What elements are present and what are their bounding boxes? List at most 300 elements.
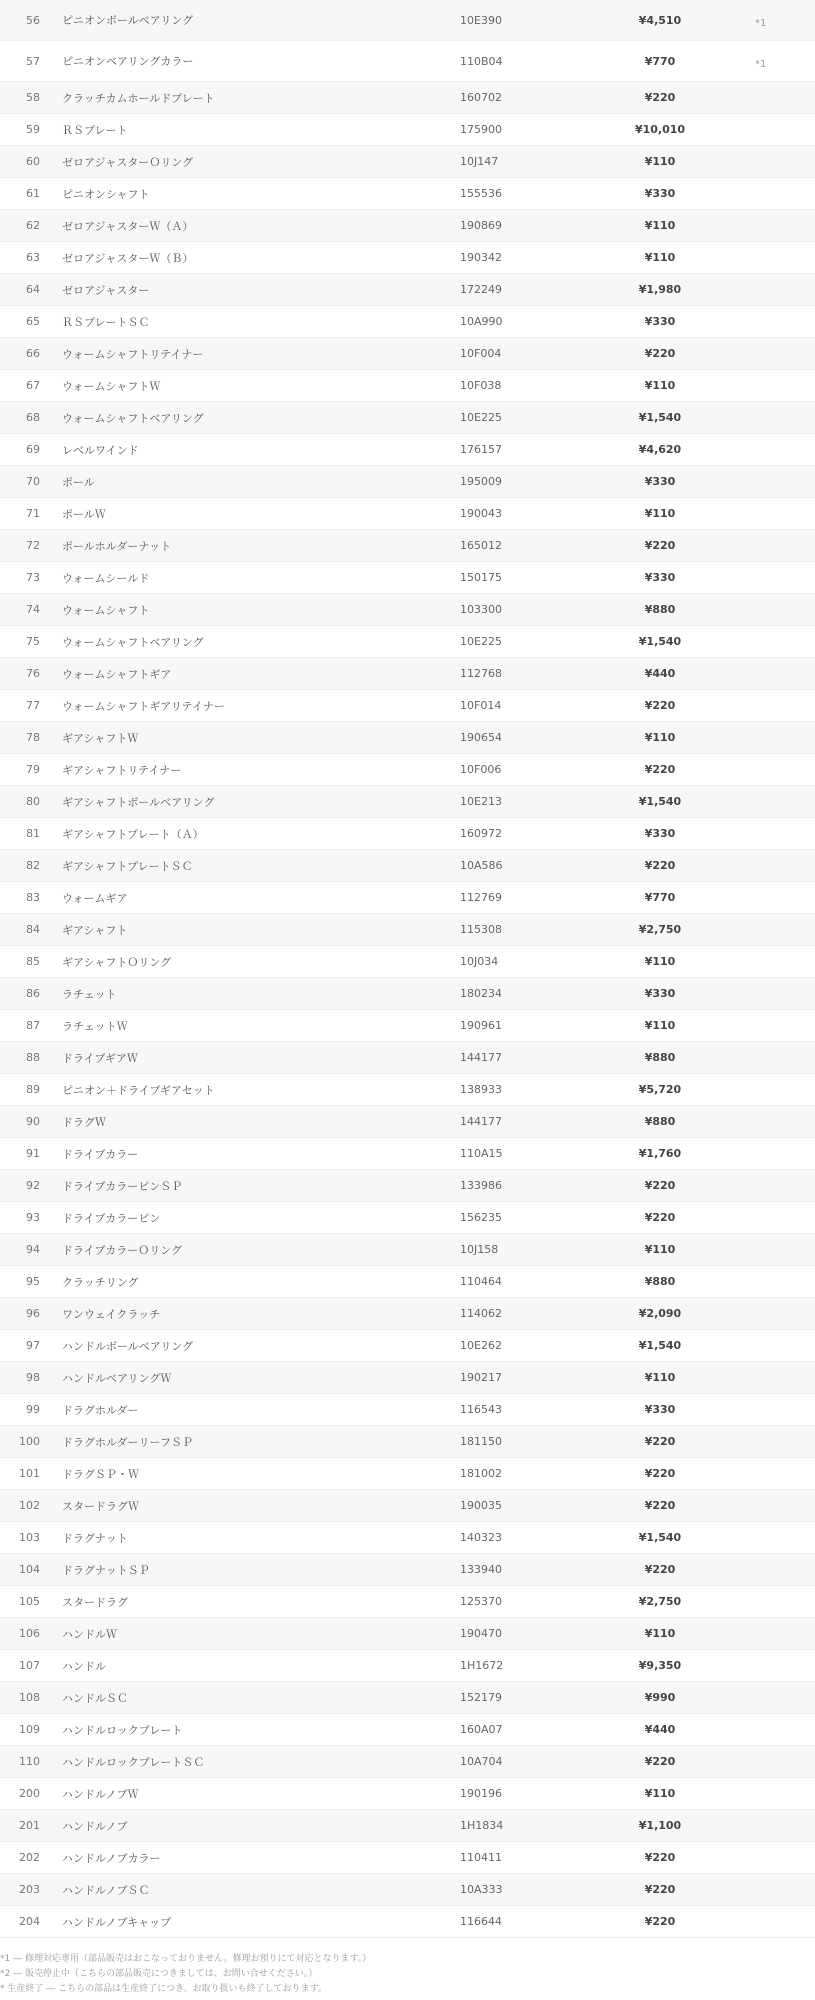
- part-code: 10E225: [460, 635, 502, 648]
- part-name: ピニオンボールベアリング: [62, 14, 194, 27]
- table-row: [0, 658, 815, 690]
- part-number: 86: [26, 987, 40, 1000]
- part-code: 10F038: [460, 379, 502, 392]
- part-code: 190217: [460, 1371, 502, 1384]
- table-row: [0, 1138, 815, 1170]
- part-number: 105: [19, 1595, 40, 1608]
- part-price: ¥330: [644, 1403, 676, 1416]
- table-row: [0, 722, 815, 754]
- part-name: ドライブカラーピンＳＰ: [62, 1179, 183, 1193]
- part-number: 68: [26, 411, 40, 424]
- table-row: [0, 1170, 815, 1202]
- footnote-1: *1 ― 修理対応専用（部品販売はおこなっておりません。修理お預りにて対応となります。）: [0, 1954, 372, 1964]
- part-number: 65: [26, 315, 40, 328]
- part-price: ¥220: [644, 859, 676, 872]
- part-price: ¥9,350: [638, 1659, 682, 1672]
- part-name: ドラグホルダー: [62, 1403, 139, 1417]
- table-row: [0, 1490, 815, 1522]
- part-number: 110: [19, 1755, 40, 1768]
- part-price: ¥880: [644, 1275, 676, 1288]
- table-row: [0, 786, 815, 818]
- part-number: 74: [26, 603, 40, 616]
- part-number: 59: [26, 123, 40, 136]
- footnote-2: *2 ― 販売停止中（こちらの部品販売につきましては、お問い合せください。）: [0, 1969, 318, 1979]
- part-number: 201: [19, 1819, 40, 1832]
- part-number: 102: [19, 1499, 40, 1512]
- part-price: ¥110: [644, 1627, 676, 1640]
- table-row: [0, 402, 815, 434]
- part-name: ドラグホルダーリーフＳＰ: [62, 1435, 194, 1449]
- part-name: ハンドルノブキャップ: [62, 1915, 172, 1929]
- table-row: [0, 178, 815, 210]
- part-price: ¥220: [644, 1915, 676, 1928]
- part-code: 155536: [460, 187, 502, 200]
- part-price: ¥1,540: [638, 411, 682, 424]
- table-row: [0, 818, 815, 850]
- part-name: ラチェットＷ: [62, 1019, 128, 1033]
- table-row: [0, 1010, 815, 1042]
- part-price: ¥220: [644, 1755, 676, 1768]
- part-price: ¥220: [644, 1499, 676, 1512]
- part-code: 190654: [460, 731, 502, 744]
- part-number: 98: [26, 1371, 40, 1384]
- part-code: 110A15: [460, 1147, 503, 1160]
- part-number: 71: [26, 507, 40, 520]
- part-number: 87: [26, 1019, 40, 1032]
- part-code: 10A586: [460, 859, 503, 872]
- part-code: 112769: [460, 891, 502, 904]
- part-name: ハンドルノブＷ: [62, 1787, 139, 1801]
- table-row: [0, 274, 815, 306]
- part-note: *1: [755, 17, 767, 29]
- table-row: [0, 1266, 815, 1298]
- part-price: ¥110: [644, 1371, 676, 1384]
- part-name: ウォームシャフトギア: [62, 667, 172, 681]
- part-name: ドライブギアＷ: [62, 1051, 138, 1065]
- part-name: ウォームギア: [62, 891, 128, 905]
- part-price: ¥220: [644, 1211, 676, 1224]
- part-number: 200: [19, 1787, 40, 1800]
- part-code: 175900: [460, 123, 502, 136]
- table-row: [0, 1810, 815, 1842]
- table-row: [0, 498, 815, 530]
- part-number: 90: [26, 1115, 40, 1128]
- footnotes: [0, 1938, 815, 1997]
- part-name: ドライブカラー: [62, 1147, 139, 1161]
- part-price: ¥440: [644, 667, 676, 680]
- table-row: [0, 82, 815, 114]
- part-name: ハンドルロックプレート: [62, 1723, 183, 1737]
- part-code: 10J034: [460, 955, 499, 968]
- part-number: 92: [26, 1179, 40, 1192]
- table-row: [0, 882, 815, 914]
- part-name: レベルワインド: [62, 443, 139, 457]
- table-row: [0, 594, 815, 626]
- table-row: [0, 1298, 815, 1330]
- table-row: [0, 914, 815, 946]
- part-code: 144177: [460, 1115, 502, 1128]
- table-row: [0, 946, 815, 978]
- part-number: 60: [26, 155, 40, 168]
- part-number: 58: [26, 91, 40, 104]
- part-number: 83: [26, 891, 40, 904]
- part-price: ¥1,540: [638, 795, 682, 808]
- part-number: 104: [19, 1563, 40, 1576]
- part-number: 73: [26, 571, 40, 584]
- part-name: クラッチカムホールドプレート: [62, 91, 215, 105]
- part-price: ¥4,620: [638, 443, 682, 456]
- part-price: ¥880: [644, 603, 676, 616]
- part-price: ¥1,540: [638, 1339, 682, 1352]
- part-code: 10F004: [460, 347, 502, 360]
- part-price: ¥1,540: [638, 635, 682, 648]
- part-name: ハンドルＷ: [62, 1627, 117, 1641]
- part-code: 133940: [460, 1563, 502, 1576]
- part-number: 108: [19, 1691, 40, 1704]
- table-row: [0, 306, 815, 338]
- part-number: 85: [26, 955, 40, 968]
- table-row: [0, 978, 815, 1010]
- part-name: ウォームシャフト: [62, 603, 150, 617]
- part-name: ギアシャフトリテイナー: [62, 763, 182, 777]
- part-name: ハンドル: [62, 1659, 106, 1673]
- part-number: 95: [26, 1275, 40, 1288]
- part-code: 103300: [460, 603, 502, 616]
- part-name: ウォームシャフトＷ: [62, 379, 161, 393]
- part-name: ハンドルノブＳＣ: [62, 1883, 150, 1897]
- part-name: ゼロアジャスターＷ（Ｂ）: [62, 251, 194, 265]
- part-code: 112768: [460, 667, 502, 680]
- part-code: 190043: [460, 507, 502, 520]
- part-name: クラッチリング: [62, 1275, 139, 1289]
- part-name: ゼロアジャスターＯリング: [62, 155, 194, 169]
- part-price: ¥220: [644, 539, 676, 552]
- footnote-3: * 生産終了 ― こちらの部品は生産終了につき、お取り扱いも終了しております。: [0, 1984, 327, 1994]
- part-price: ¥110: [644, 1787, 676, 1800]
- part-note: *1: [755, 58, 767, 70]
- table-row: [0, 690, 815, 722]
- part-code: 190961: [460, 1019, 502, 1032]
- part-number: 84: [26, 923, 40, 936]
- part-code: 116543: [460, 1403, 502, 1416]
- part-name: ポールホルダーナット: [62, 539, 172, 553]
- part-price: ¥1,100: [638, 1819, 682, 1832]
- table-row: [0, 210, 815, 242]
- part-name: ハンドルベアリングＷ: [62, 1371, 172, 1385]
- table-row: [0, 562, 815, 594]
- part-code: 10J147: [460, 155, 499, 168]
- part-code: 160972: [460, 827, 502, 840]
- part-price: ¥110: [644, 219, 676, 232]
- part-price: ¥110: [644, 731, 676, 744]
- table-row: [0, 434, 815, 466]
- table-row: [0, 114, 815, 146]
- table-row: [0, 626, 815, 658]
- part-number: 64: [26, 283, 40, 296]
- part-number: 79: [26, 763, 40, 776]
- part-number: 82: [26, 859, 40, 872]
- part-price: ¥220: [644, 1467, 676, 1480]
- part-price: ¥110: [644, 1019, 676, 1032]
- part-name: ワンウェイクラッチ: [62, 1307, 161, 1321]
- part-price: ¥880: [644, 1115, 676, 1128]
- part-number: 78: [26, 731, 40, 744]
- part-code: 10A990: [460, 315, 503, 328]
- part-number: 67: [26, 379, 40, 392]
- part-number: 61: [26, 187, 40, 200]
- part-code: 10A704: [460, 1755, 503, 1768]
- part-code: 180234: [460, 987, 502, 1000]
- table-row: [0, 1074, 815, 1106]
- table-row: [0, 1234, 815, 1266]
- part-number: 57: [26, 54, 40, 68]
- part-code: 152179: [460, 1691, 502, 1704]
- part-price: ¥110: [644, 379, 676, 392]
- part-price: ¥4,510: [638, 13, 682, 27]
- table-row: [0, 1906, 815, 1938]
- part-code: 190342: [460, 251, 502, 264]
- part-name: ドラグナット: [62, 1531, 128, 1545]
- part-code: 10F006: [460, 763, 502, 776]
- part-name: ハンドルロックプレートＳＣ: [62, 1755, 205, 1769]
- part-price: ¥10,010: [634, 123, 686, 136]
- part-code: 10E390: [460, 13, 502, 27]
- table-row: [0, 754, 815, 786]
- part-name: ドラグＷ: [62, 1115, 106, 1129]
- part-code: 10A333: [460, 1883, 503, 1896]
- table-row: [0, 242, 815, 274]
- table-row: [0, 0, 815, 41]
- part-price: ¥220: [644, 1883, 676, 1896]
- table-row: [0, 338, 815, 370]
- part-code: 125370: [460, 1595, 502, 1608]
- part-number: 66: [26, 347, 40, 360]
- table-row: [0, 1778, 815, 1810]
- part-number: 75: [26, 635, 40, 648]
- table-row: [0, 1426, 815, 1458]
- part-number: 63: [26, 251, 40, 264]
- part-name: ウォームシールド: [62, 571, 150, 585]
- part-code: 160A07: [460, 1723, 503, 1736]
- part-price: ¥2,750: [638, 1595, 682, 1608]
- part-number: 202: [19, 1851, 40, 1864]
- table-row: [0, 1458, 815, 1490]
- part-price: ¥220: [644, 699, 676, 712]
- part-price: ¥110: [644, 251, 676, 264]
- part-number: 109: [19, 1723, 40, 1736]
- part-number: 103: [19, 1531, 40, 1544]
- part-number: 89: [26, 1083, 40, 1096]
- part-number: 97: [26, 1339, 40, 1352]
- part-code: 156235: [460, 1211, 502, 1224]
- part-name: ハンドルノブカラー: [62, 1851, 161, 1865]
- part-code: 116644: [460, 1915, 502, 1928]
- part-code: 114062: [460, 1307, 502, 1320]
- part-price: ¥220: [644, 1179, 676, 1192]
- part-number: 100: [19, 1435, 40, 1448]
- part-price: ¥770: [644, 891, 676, 904]
- part-name: ギアシャフトボールベアリング: [62, 795, 215, 809]
- part-price: ¥330: [644, 987, 676, 1000]
- part-price: ¥330: [644, 475, 676, 488]
- part-code: 176157: [460, 443, 502, 456]
- part-code: 190196: [460, 1787, 502, 1800]
- part-price: ¥1,980: [638, 283, 682, 296]
- part-number: 93: [26, 1211, 40, 1224]
- part-number: 70: [26, 475, 40, 488]
- part-name: ギアシャフトＯリング: [62, 955, 172, 969]
- part-code: 144177: [460, 1051, 502, 1064]
- part-name: ゼロアジャスター: [62, 283, 150, 297]
- part-price: ¥220: [644, 1851, 676, 1864]
- part-code: 181150: [460, 1435, 502, 1448]
- part-price: ¥220: [644, 763, 676, 776]
- part-name: ウォームシャフトベアリング: [62, 411, 204, 425]
- table-row: [0, 1714, 815, 1746]
- part-name: ウォームシャフトギアリテイナー: [62, 699, 225, 713]
- table-row: [0, 1682, 815, 1714]
- part-name: ＲＳプレートＳＣ: [62, 315, 150, 329]
- part-price: ¥110: [644, 955, 676, 968]
- table-row: [0, 370, 815, 402]
- part-name: ドライブカラーＯリング: [62, 1243, 183, 1257]
- part-code: 190470: [460, 1627, 502, 1640]
- part-price: ¥330: [644, 571, 676, 584]
- part-name: スタードラグ: [62, 1595, 128, 1609]
- table-row: [0, 1394, 815, 1426]
- part-code: 110411: [460, 1851, 502, 1864]
- part-number: 56: [26, 13, 40, 27]
- part-code: 110464: [460, 1275, 502, 1288]
- part-name: ゼロアジャスターＷ（Ａ）: [62, 219, 194, 233]
- part-number: 77: [26, 699, 40, 712]
- table-row: [0, 1586, 815, 1618]
- part-number: 88: [26, 1051, 40, 1064]
- part-name: ＲＳプレート: [62, 123, 128, 137]
- part-name: ウォームシャフトリテイナー: [62, 347, 204, 361]
- part-number: 81: [26, 827, 40, 840]
- table-row: [0, 1330, 815, 1362]
- part-number: 107: [19, 1659, 40, 1672]
- part-number: 91: [26, 1147, 40, 1160]
- table-row: [0, 1042, 815, 1074]
- table-row: [0, 1106, 815, 1138]
- part-name: ピニオンベアリングカラー: [62, 55, 194, 68]
- part-name: ハンドルＳＣ: [62, 1691, 128, 1705]
- part-price: ¥440: [644, 1723, 676, 1736]
- part-name: ピニオンシャフト: [62, 187, 150, 201]
- part-price: ¥330: [644, 315, 676, 328]
- part-code: 10J158: [460, 1243, 499, 1256]
- part-number: 99: [26, 1403, 40, 1416]
- part-name: ギアシャフトプレートＳＣ: [62, 859, 193, 873]
- table-row: [0, 1650, 815, 1682]
- part-name: ギアシャフト: [62, 923, 128, 937]
- part-code: 10E225: [460, 411, 502, 424]
- part-name: ギアシャフトプレート（Ａ）: [62, 827, 204, 841]
- part-number: 80: [26, 795, 40, 808]
- table-row: [0, 1362, 815, 1394]
- part-name: ラチェット: [62, 987, 117, 1001]
- part-price: ¥110: [644, 155, 676, 168]
- part-name: ハンドルノブ: [62, 1819, 128, 1833]
- part-code: 172249: [460, 283, 502, 296]
- part-price: ¥5,720: [638, 1083, 682, 1096]
- part-code: 190035: [460, 1499, 502, 1512]
- table-row: [0, 1618, 815, 1650]
- table-row: [0, 1202, 815, 1234]
- part-name: スタードラグＷ: [62, 1499, 139, 1513]
- part-price: ¥990: [644, 1691, 676, 1704]
- part-name: ウォームシャフトベアリング: [62, 635, 204, 649]
- table-row: [0, 41, 815, 82]
- part-price: ¥330: [644, 187, 676, 200]
- part-price: ¥220: [644, 347, 676, 360]
- part-price: ¥220: [644, 1435, 676, 1448]
- part-number: 203: [19, 1883, 40, 1896]
- table-row: [0, 850, 815, 882]
- part-price: ¥110: [644, 1243, 676, 1256]
- part-code: 195009: [460, 475, 502, 488]
- part-number: 69: [26, 443, 40, 456]
- part-price: ¥770: [644, 54, 676, 68]
- part-code: 160702: [460, 91, 502, 104]
- part-number: 94: [26, 1243, 40, 1256]
- part-number: 96: [26, 1307, 40, 1320]
- part-name: ポールＷ: [62, 507, 106, 521]
- part-number: 72: [26, 539, 40, 552]
- part-code: 190869: [460, 219, 502, 232]
- part-number: 76: [26, 667, 40, 680]
- part-price: ¥880: [644, 1051, 676, 1064]
- part-name: ピニオン＋ドライブギアセット: [62, 1083, 215, 1097]
- part-name: ハンドルボールベアリング: [62, 1339, 194, 1353]
- part-name: ポール: [62, 475, 95, 489]
- part-price: ¥220: [644, 1563, 676, 1576]
- part-name: ギアシャフトＷ: [62, 731, 139, 745]
- part-code: 110B04: [460, 54, 503, 68]
- part-name: ドラグナットＳＰ: [62, 1563, 150, 1577]
- table-row: [0, 146, 815, 178]
- table-row: [0, 466, 815, 498]
- part-code: 1H1672: [460, 1659, 504, 1672]
- part-price: ¥1,540: [638, 1531, 682, 1544]
- table-row: [0, 1746, 815, 1778]
- part-price: ¥1,760: [638, 1147, 682, 1160]
- table-row: [0, 530, 815, 562]
- table-row: [0, 1522, 815, 1554]
- part-number: 101: [19, 1467, 40, 1480]
- part-code: 138933: [460, 1083, 502, 1096]
- part-price: ¥2,090: [638, 1307, 682, 1320]
- part-price: ¥2,750: [638, 923, 682, 936]
- part-code: 10E213: [460, 795, 502, 808]
- part-code: 1H1834: [460, 1819, 504, 1832]
- part-code: 150175: [460, 571, 502, 584]
- part-price: ¥220: [644, 91, 676, 104]
- table-row: [0, 1874, 815, 1906]
- part-number: 204: [19, 1915, 40, 1928]
- part-code: 10E262: [460, 1339, 502, 1352]
- part-price: ¥110: [644, 507, 676, 520]
- table-row: [0, 1554, 815, 1586]
- part-code: 140323: [460, 1531, 502, 1544]
- part-code: 10F014: [460, 699, 502, 712]
- part-code: 115308: [460, 923, 502, 936]
- table-row: [0, 1842, 815, 1874]
- part-price: ¥330: [644, 827, 676, 840]
- part-number: 62: [26, 219, 40, 232]
